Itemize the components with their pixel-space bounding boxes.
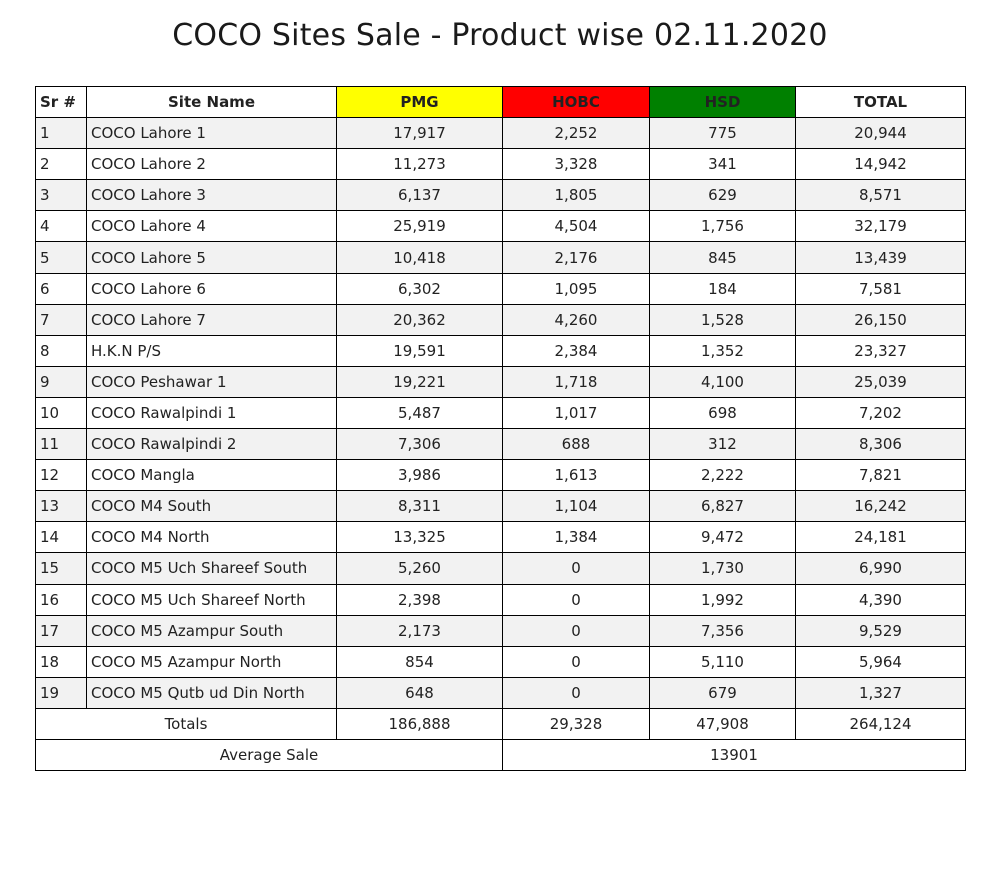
table-row — [36, 491, 966, 522]
totals-label: Totals — [36, 708, 337, 739]
cell-sr: 18 — [36, 646, 87, 677]
cell-site-name: COCO Lahore 3 — [87, 180, 337, 211]
cell-hobc: 3,328 — [503, 149, 650, 180]
cell-sr: 8 — [36, 335, 87, 366]
cell-site-name: COCO M5 Uch Shareef North — [87, 584, 337, 615]
cell-pmg: 2,398 — [337, 584, 503, 615]
cell-pmg: 648 — [337, 677, 503, 708]
table-row — [36, 180, 966, 211]
cell-hsd: 5,110 — [650, 646, 796, 677]
cell-sr: 12 — [36, 460, 87, 491]
cell-pmg: 13,325 — [337, 522, 503, 553]
cell-total: 26,150 — [796, 304, 966, 335]
cell-hobc: 1,718 — [503, 366, 650, 397]
table-row — [36, 646, 966, 677]
cell-hsd: 341 — [650, 149, 796, 180]
cell-pmg: 10,418 — [337, 242, 503, 273]
cell-total: 24,181 — [796, 522, 966, 553]
cell-total: 14,942 — [796, 149, 966, 180]
cell-hsd: 629 — [650, 180, 796, 211]
cell-sr: 11 — [36, 429, 87, 460]
column-header-total: TOTAL — [796, 87, 966, 118]
totals-total: 264,124 — [796, 708, 966, 739]
cell-hsd: 2,222 — [650, 460, 796, 491]
table-row — [36, 242, 966, 273]
table-row — [36, 273, 966, 304]
cell-pmg: 11,273 — [337, 149, 503, 180]
cell-total: 25,039 — [796, 366, 966, 397]
cell-site-name: COCO Lahore 4 — [87, 211, 337, 242]
cell-total: 1,327 — [796, 677, 966, 708]
table-row — [36, 677, 966, 708]
cell-pmg: 5,487 — [337, 397, 503, 428]
cell-hobc: 1,095 — [503, 273, 650, 304]
cell-hsd: 1,756 — [650, 211, 796, 242]
cell-sr: 7 — [36, 304, 87, 335]
cell-site-name: COCO M4 North — [87, 522, 337, 553]
cell-site-name: COCO M4 South — [87, 491, 337, 522]
cell-hobc: 2,176 — [503, 242, 650, 273]
cell-site-name: COCO M5 Azampur South — [87, 615, 337, 646]
cell-total: 8,571 — [796, 180, 966, 211]
table-row — [36, 366, 966, 397]
cell-hsd: 775 — [650, 118, 796, 149]
cell-total: 7,821 — [796, 460, 966, 491]
table-body — [36, 118, 966, 709]
cell-site-name: COCO Lahore 1 — [87, 118, 337, 149]
column-header-site-name: Site Name — [87, 87, 337, 118]
cell-hobc: 2,384 — [503, 335, 650, 366]
cell-pmg: 19,221 — [337, 366, 503, 397]
cell-pmg: 5,260 — [337, 553, 503, 584]
cell-pmg: 2,173 — [337, 615, 503, 646]
cell-pmg: 6,302 — [337, 273, 503, 304]
cell-hobc: 0 — [503, 646, 650, 677]
table-row — [36, 149, 966, 180]
cell-sr: 1 — [36, 118, 87, 149]
column-header-sr: Sr # — [36, 87, 87, 118]
cell-sr: 15 — [36, 553, 87, 584]
cell-pmg: 7,306 — [337, 429, 503, 460]
cell-site-name: COCO Peshawar 1 — [87, 366, 337, 397]
cell-hsd: 312 — [650, 429, 796, 460]
column-header-hobc: HOBC — [503, 87, 650, 118]
cell-hobc: 0 — [503, 553, 650, 584]
cell-site-name: COCO Lahore 7 — [87, 304, 337, 335]
cell-hsd: 1,352 — [650, 335, 796, 366]
cell-hsd: 845 — [650, 242, 796, 273]
cell-site-name: COCO Lahore 5 — [87, 242, 337, 273]
cell-hsd: 6,827 — [650, 491, 796, 522]
average-value: 13901 — [503, 739, 966, 770]
table-row — [36, 615, 966, 646]
cell-total: 23,327 — [796, 335, 966, 366]
cell-sr: 13 — [36, 491, 87, 522]
cell-hobc: 4,504 — [503, 211, 650, 242]
cell-hobc: 1,613 — [503, 460, 650, 491]
table-row — [36, 584, 966, 615]
cell-hobc: 4,260 — [503, 304, 650, 335]
average-label: Average Sale — [36, 739, 503, 770]
cell-hsd: 1,992 — [650, 584, 796, 615]
cell-hsd: 9,472 — [650, 522, 796, 553]
cell-sr: 14 — [36, 522, 87, 553]
table-row — [36, 429, 966, 460]
cell-hobc: 1,104 — [503, 491, 650, 522]
cell-sr: 19 — [36, 677, 87, 708]
cell-hobc: 0 — [503, 584, 650, 615]
cell-pmg: 17,917 — [337, 118, 503, 149]
cell-pmg: 25,919 — [337, 211, 503, 242]
cell-site-name: COCO M5 Qutb ud Din North — [87, 677, 337, 708]
cell-pmg: 19,591 — [337, 335, 503, 366]
cell-total: 6,990 — [796, 553, 966, 584]
cell-sr: 17 — [36, 615, 87, 646]
cell-pmg: 20,362 — [337, 304, 503, 335]
column-header-pmg: PMG — [337, 87, 503, 118]
cell-pmg: 8,311 — [337, 491, 503, 522]
cell-total: 13,439 — [796, 242, 966, 273]
cell-total: 20,944 — [796, 118, 966, 149]
table-row — [36, 304, 966, 335]
cell-hobc: 2,252 — [503, 118, 650, 149]
cell-hsd: 1,528 — [650, 304, 796, 335]
cell-sr: 10 — [36, 397, 87, 428]
cell-sr: 5 — [36, 242, 87, 273]
cell-site-name: COCO M5 Uch Shareef South — [87, 553, 337, 584]
cell-hsd: 184 — [650, 273, 796, 304]
cell-total: 4,390 — [796, 584, 966, 615]
cell-total: 9,529 — [796, 615, 966, 646]
cell-sr: 9 — [36, 366, 87, 397]
cell-hobc: 1,017 — [503, 397, 650, 428]
cell-total: 16,242 — [796, 491, 966, 522]
cell-hsd: 7,356 — [650, 615, 796, 646]
cell-hobc: 0 — [503, 615, 650, 646]
cell-site-name: COCO Rawalpindi 2 — [87, 429, 337, 460]
cell-site-name: COCO Rawalpindi 1 — [87, 397, 337, 428]
cell-site-name: COCO Lahore 6 — [87, 273, 337, 304]
cell-hobc: 1,384 — [503, 522, 650, 553]
cell-pmg: 854 — [337, 646, 503, 677]
column-header-hsd: HSD — [650, 87, 796, 118]
cell-total: 8,306 — [796, 429, 966, 460]
cell-site-name: COCO M5 Azampur North — [87, 646, 337, 677]
cell-hobc: 688 — [503, 429, 650, 460]
table-header-row — [36, 87, 966, 118]
cell-sr: 16 — [36, 584, 87, 615]
totals-hobc: 29,328 — [503, 708, 650, 739]
table-row — [36, 211, 966, 242]
cell-total: 32,179 — [796, 211, 966, 242]
cell-hobc: 0 — [503, 677, 650, 708]
table-row — [36, 460, 966, 491]
totals-pmg: 186,888 — [337, 708, 503, 739]
table-row — [36, 397, 966, 428]
table-row — [36, 118, 966, 149]
cell-hsd: 679 — [650, 677, 796, 708]
cell-hsd: 698 — [650, 397, 796, 428]
cell-sr: 6 — [36, 273, 87, 304]
sales-table — [35, 86, 966, 771]
average-row — [36, 739, 966, 770]
cell-pmg: 3,986 — [337, 460, 503, 491]
cell-total: 7,202 — [796, 397, 966, 428]
cell-site-name: COCO Lahore 2 — [87, 149, 337, 180]
cell-total: 7,581 — [796, 273, 966, 304]
cell-hsd: 1,730 — [650, 553, 796, 584]
cell-pmg: 6,137 — [337, 180, 503, 211]
page-title: COCO Sites Sale - Product wise 02.11.2020 — [172, 18, 828, 53]
totals-hsd: 47,908 — [650, 708, 796, 739]
cell-hobc: 1,805 — [503, 180, 650, 211]
cell-site-name: H.K.N P/S — [87, 335, 337, 366]
table-row — [36, 522, 966, 553]
cell-sr: 4 — [36, 211, 87, 242]
totals-row — [36, 708, 966, 739]
cell-sr: 2 — [36, 149, 87, 180]
cell-site-name: COCO Mangla — [87, 460, 337, 491]
cell-hsd: 4,100 — [650, 366, 796, 397]
cell-sr: 3 — [36, 180, 87, 211]
table-row — [36, 553, 966, 584]
table-row — [36, 335, 966, 366]
cell-total: 5,964 — [796, 646, 966, 677]
